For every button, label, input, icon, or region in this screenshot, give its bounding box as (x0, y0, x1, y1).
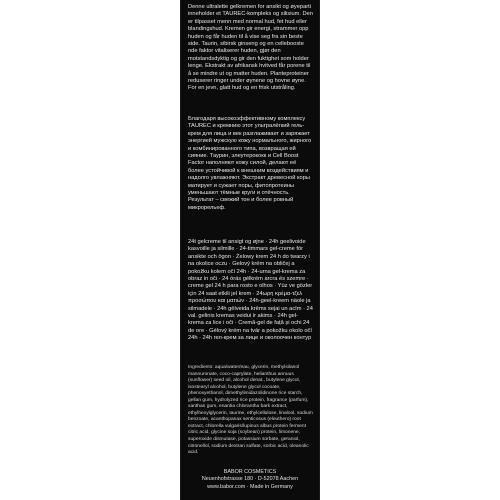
manufacturer-footer (180, 469, 320, 491)
product-box-side-panel (180, 0, 320, 500)
product-name-translations: 24t gelcreme til ansigt og øjne · 24h geelivoide kasvoille ja silmille · 24-timmars gel-creme för ansikte och ögon · Żelowy krem 24 h do twarzy i na okolice oczu · Gelový krém na obličej a pokožku kolem očí 24h · 24-urna gel-krema za obraz in oči · 24 órás gélkrém arcra és szemre · creme gel 24 h para rosto e olhos · Yüz ve gözler için 24 saat etkili jel krem · 24ωρη κρέμα-τζελ προσώπου και ματιών · 24h-geel-kreem näole ja silmadele · 24h gēlveida krēms sejai un acīm · 24 val. gelinis kremas veidui ir akims · 24h gel-krema za lice i oči · Cremă-gel de față și ochi 24 de ore · Gélový krém na tvár a pokožku okolo očí 24h · 24h гел-крем за лице и околоочен контур (188, 239, 313, 342)
description-danish: Denne ultralette gelkremen for ansikt og øyeparti inneholder et TAUREC-kompleks og silisium. Den er tilpasset menn med normal hud, fet hud eller blandingshud. Kremen gir energi, strammer opp huden og får huden til å vise seg fra sin beste side. Taurin, sibirsk ginseng og en cellebooste​nde faktor vitaliserer huden, gjør den motstandsdyktig og gir den fuktighet som holder lenge. Ekstrakt av afrikansk hvitved får porene til å se mindre ut og matter huden. Planteproteiner reduserer ringer under øynene og hovne øyne. For en jevn, glatt hud og en frisk utstråling. (188, 4, 313, 92)
company-address: Neuenhofstrasse 180 · D-52078 Aachen (201, 476, 299, 483)
company-web: www.babor.com · Made in Germany (207, 483, 293, 490)
ingredients-list: Ingredients: aqua/water/eau, glycerin, methylsilanol mannuronate, coco-caprylate, helianthus annuus (sunflower) seed oil, alcohol denat., butylene glycol, isostearyl alcohol, butylene glycol cocoate, phenoxyethanol, dimethylimidazolidinone rice starch, gellan gum, hydrolyzed rice protein, fragrance (parfum), xanthan gum, enantia chlorantha bark extract, ethylhexylglycerin, taurine, ethylcellulose, linalool, sodium benzoate, acanthopanax senticosus (eleuthero) root extract, chlorella vulgaris/lupinus albus protein ferment citric acid, glycine soja (soybean) protein, limonene, superoxide dismutase, potassium sorbate, geraniol, citronellol, sodium dextran sulfate, sorbic acid, oleanolic acid. (188, 365, 313, 456)
description-russian: Благодаря высокоэффективному комплексу TAUREC и кремнию этот ультралёгкий гель-крем для лица и век разглаживает и заряжает энергией мужскую кожу нормального, жирного и комбинированного типа, возвращая ей сияние. Таурин, элеутерококк и Cell Boost Factor наполняют кожу силой, делают её более устойчивой к внешним воздействиям и надолго увлажняют. Экстракт древесной коры матирует и сужает поры, фитопротеины уменьшают тёмные круги и отёчность. Результат – свежий тон и более ровный микрорельеф. (188, 116, 312, 211)
company-name: BABOR COSMETICS (223, 469, 277, 475)
